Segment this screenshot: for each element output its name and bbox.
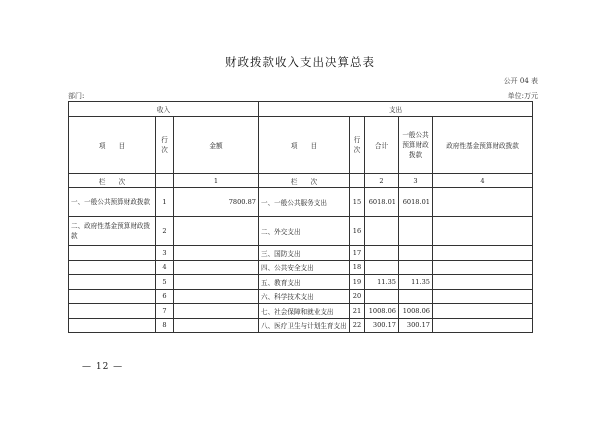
income-header: 收入 [69, 102, 259, 117]
form-number: 公开 04 表 [503, 77, 538, 85]
income-row-no: 2 [156, 217, 174, 246]
fund-value [433, 188, 533, 217]
index-blank [156, 174, 174, 188]
index-col-1: 1 [174, 174, 259, 188]
table-row [69, 289, 533, 304]
income-item: 二、政府性基金预算财政拨款 [69, 217, 156, 246]
expense-item: 八、医疗卫生与计划生育支出 [259, 318, 350, 333]
index-col-3: 3 [399, 174, 433, 188]
income-item [69, 260, 156, 275]
total-value: 11.35 [365, 275, 399, 290]
total-value: 1008.06 [365, 304, 399, 319]
fund-value [433, 289, 533, 304]
income-row-no: 5 [156, 275, 174, 290]
total-value [365, 246, 399, 261]
general-value: 6018.01 [399, 188, 433, 217]
income-amount [174, 318, 259, 333]
income-item [69, 318, 156, 333]
general-value: 300.17 [399, 318, 433, 333]
income-item [69, 275, 156, 290]
expense-item: 五、教育支出 [259, 275, 350, 290]
index-expense-blank [350, 174, 365, 188]
income-amount [174, 217, 259, 246]
expense-row-no: 16 [350, 217, 365, 246]
income-amount-header: 金额 [174, 117, 259, 174]
table-row [69, 304, 533, 319]
general-value [399, 260, 433, 275]
total-value: 6018.01 [365, 188, 399, 217]
index-col-4: 4 [433, 174, 533, 188]
expense-row-no: 19 [350, 275, 365, 290]
expense-row-no: 17 [350, 246, 365, 261]
total-value [365, 289, 399, 304]
expense-item: 六、科学技术支出 [259, 289, 350, 304]
table-row [69, 188, 533, 217]
income-amount [174, 260, 259, 275]
income-item [69, 289, 156, 304]
income-item: 一、一般公共预算财政拨款 [69, 188, 156, 217]
table-row [69, 260, 533, 275]
general-public-header: 一般公共预算财政拨款 [399, 117, 433, 174]
fund-value [433, 217, 533, 246]
income-item [69, 304, 156, 319]
total-value [365, 260, 399, 275]
fund-value [433, 246, 533, 261]
expense-header: 支出 [259, 102, 533, 117]
fund-value [433, 260, 533, 275]
income-amount [174, 275, 259, 290]
index-expense-label: 栏 次 [259, 174, 350, 188]
expense-item-header: 项 目 [259, 117, 350, 174]
general-value: 1008.06 [399, 304, 433, 319]
page-number: — 12 — [82, 362, 124, 372]
expense-row-no: 21 [350, 304, 365, 319]
income-row-no: 6 [156, 289, 174, 304]
income-row-no: 3 [156, 246, 174, 261]
index-col-2: 2 [365, 174, 399, 188]
income-item-header: 项 目 [69, 117, 156, 174]
general-value [399, 246, 433, 261]
income-row-no: 8 [156, 318, 174, 333]
expense-item: 三、国防支出 [259, 246, 350, 261]
total-value: 300.17 [365, 318, 399, 333]
expense-item: 一、一般公共服务支出 [259, 188, 350, 217]
table-row [69, 318, 533, 333]
gov-fund-header: 政府性基金预算财政拨款 [433, 117, 533, 174]
unit-label: 单位:万元 [507, 92, 538, 100]
table-row [69, 246, 533, 261]
income-item [69, 246, 156, 261]
fund-value [433, 304, 533, 319]
income-amount [174, 289, 259, 304]
department-label: 部门: [68, 92, 85, 100]
table-row [69, 217, 533, 246]
income-amount [174, 304, 259, 319]
expense-row-no: 15 [350, 188, 365, 217]
expense-row-no: 18 [350, 260, 365, 275]
income-amount: 7800.87 [174, 188, 259, 217]
table-row [69, 275, 533, 290]
fund-value [433, 275, 533, 290]
expense-item: 四、公共安全支出 [259, 260, 350, 275]
index-label: 栏 次 [69, 174, 156, 188]
general-value: 11.35 [399, 275, 433, 290]
income-amount [174, 246, 259, 261]
expense-row-no: 22 [350, 318, 365, 333]
income-row-no: 1 [156, 188, 174, 217]
expense-item: 七、社会保障和就业支出 [259, 304, 350, 319]
total-value [365, 217, 399, 246]
expense-item: 二、外交支出 [259, 217, 350, 246]
income-row-no-header: 行次 [156, 117, 174, 174]
page-title: 财政拨款收入支出决算总表 [225, 55, 375, 69]
expense-row-no-header: 行次 [350, 117, 365, 174]
income-row-no: 7 [156, 304, 174, 319]
general-value [399, 217, 433, 246]
fiscal-summary-table [68, 101, 533, 333]
fund-value [433, 318, 533, 333]
total-header: 合计 [365, 117, 399, 174]
income-row-no: 4 [156, 260, 174, 275]
expense-row-no: 20 [350, 289, 365, 304]
general-value [399, 289, 433, 304]
